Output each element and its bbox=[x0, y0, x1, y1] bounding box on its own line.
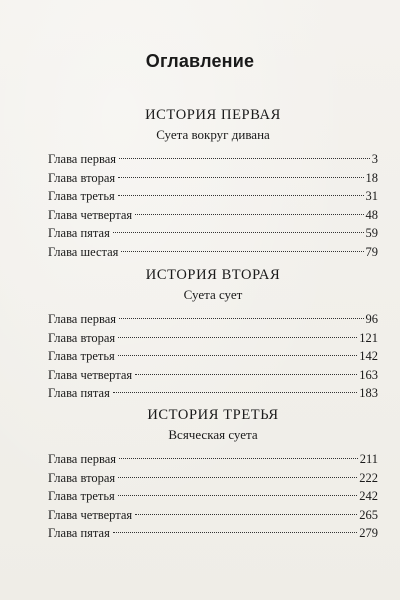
toc-entry-label: Глава четвертая bbox=[48, 207, 133, 222]
toc-section-2 bbox=[48, 266, 378, 403]
toc-entry-page: 121 bbox=[359, 330, 378, 345]
toc-entry-label: Глава пятая bbox=[48, 386, 110, 400]
toc-entry bbox=[48, 329, 378, 348]
toc-entry-label: Глава вторая bbox=[48, 330, 116, 345]
toc-entry-page: 242 bbox=[359, 489, 378, 503]
toc-entry-page: 265 bbox=[359, 507, 378, 522]
toc-entry-label: Глава пятая bbox=[48, 526, 110, 540]
toc-entry bbox=[48, 150, 378, 169]
toc-entry bbox=[48, 347, 378, 366]
toc-entry bbox=[48, 384, 378, 403]
section-subtitle: Суета сует bbox=[183, 287, 243, 302]
dot-leader bbox=[118, 495, 357, 496]
toc-entry-label: Глава четвертая bbox=[48, 507, 133, 522]
dot-leader bbox=[135, 374, 357, 375]
section-title: ИСТОРИЯ ПЕРВАЯ bbox=[145, 107, 281, 123]
toc-entry bbox=[48, 487, 378, 506]
section-subtitle: Суета вокруг дивана bbox=[156, 127, 270, 142]
toc-entry-page: 48 bbox=[365, 207, 378, 222]
toc-entry-label: Глава первая bbox=[48, 152, 117, 166]
dot-leader bbox=[118, 477, 357, 478]
dot-leader bbox=[135, 514, 357, 515]
toc-entry bbox=[48, 506, 378, 525]
toc-entry-label: Глава шестая bbox=[48, 244, 119, 259]
dot-leader bbox=[113, 532, 357, 533]
toc-entry-page: 18 bbox=[365, 170, 378, 185]
toc-entry bbox=[48, 450, 378, 469]
toc-entry-page: 96 bbox=[365, 312, 378, 326]
toc-entry-label: Глава первая bbox=[48, 452, 117, 466]
toc-entry-page: 79 bbox=[365, 244, 378, 259]
toc-entry-label: Глава третья bbox=[48, 189, 115, 203]
dot-leader bbox=[119, 318, 363, 319]
dot-leader bbox=[113, 232, 364, 233]
toc-entry-page: 279 bbox=[359, 526, 378, 540]
dot-leader bbox=[118, 177, 363, 178]
dot-leader bbox=[118, 195, 364, 196]
dot-leader bbox=[119, 458, 358, 459]
toc-entry bbox=[48, 524, 378, 543]
toc-entry-page: 163 bbox=[359, 367, 378, 382]
toc-section-3 bbox=[48, 406, 378, 543]
toc-entry bbox=[48, 469, 378, 488]
toc-entry-label: Глава вторая bbox=[48, 170, 116, 185]
dot-leader bbox=[119, 158, 370, 159]
toc-section-1 bbox=[48, 106, 378, 261]
toc-entry bbox=[48, 206, 378, 225]
toc-entry-page: 211 bbox=[359, 452, 378, 466]
toc-entry-page: 59 bbox=[365, 226, 378, 240]
toc-entry-page: 222 bbox=[359, 470, 378, 485]
dot-leader bbox=[135, 214, 363, 215]
toc-entry bbox=[48, 169, 378, 188]
toc-entry-page: 31 bbox=[365, 189, 378, 203]
dot-leader bbox=[121, 251, 363, 252]
dot-leader bbox=[113, 392, 357, 393]
toc-entry-label: Глава пятая bbox=[48, 226, 110, 240]
toc-entry-label: Глава третья bbox=[48, 349, 115, 363]
dot-leader bbox=[118, 355, 357, 356]
section-title: ИСТОРИЯ ТРЕТЬЯ bbox=[147, 407, 279, 423]
toc-entry-label: Глава первая bbox=[48, 312, 117, 326]
toc-entry bbox=[48, 224, 378, 243]
toc-entry-label: Глава вторая bbox=[48, 470, 116, 485]
toc-entry-label: Глава четвертая bbox=[48, 367, 133, 382]
toc-entry-page: 183 bbox=[359, 386, 378, 400]
toc-entry-label: Глава третья bbox=[48, 489, 115, 503]
section-subtitle: Всяческая суета bbox=[168, 427, 258, 442]
toc-entry-page: 142 bbox=[359, 349, 378, 363]
section-title: ИСТОРИЯ ВТОРАЯ bbox=[145, 267, 281, 283]
toc-entry-page: 3 bbox=[371, 152, 378, 166]
toc-entry bbox=[48, 243, 378, 262]
page-title: Оглавление bbox=[145, 51, 255, 71]
toc-entry bbox=[48, 366, 378, 385]
dot-leader bbox=[118, 337, 357, 338]
toc-entry bbox=[48, 187, 378, 206]
toc-entry bbox=[48, 310, 378, 329]
